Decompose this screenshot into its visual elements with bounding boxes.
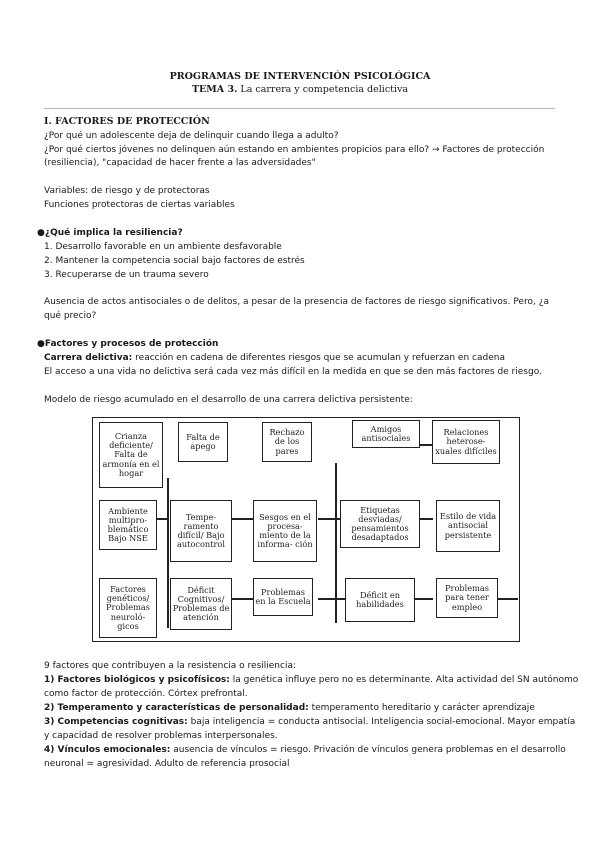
box-estilo-vida: Estilo de vida antisocial persistente xyxy=(436,500,500,552)
box-crianza: Crianza deficiente/ Falta de armonía en el hogar xyxy=(99,422,163,488)
factor-4-text: ausencia de vínculos = riesgo. Privación de vínculos genera problemas en el desarrollo xyxy=(170,745,566,755)
box-problemas-escuela: Problemas en la Escuela xyxy=(253,578,313,616)
factor-1-cont: como factor de protección. Córtex prefrontal. xyxy=(44,689,248,699)
box-rechazo-pares: Rechazo de los pares xyxy=(262,422,312,462)
box-etiquetas: Etiquetas desviadas/ pensamientos desadaptados xyxy=(340,500,420,548)
subtitle-tema: TEMA 3. xyxy=(191,84,238,95)
factor-1-label: 1) Factores biológicos y psicofísicos: xyxy=(44,675,230,685)
ausencia-paragraph: Ausencia de actos antisociales o de delitos, a pesar de la presencia de factores de riesgo significativos. Pero, ¿a xyxy=(44,297,549,307)
carrera-label: Carrera delictiva: xyxy=(44,353,133,363)
resiliencia-item-3: 3. Recuperarse de un trauma severo xyxy=(44,270,209,280)
factor-1-text: la genética influye pero no es determinante. Alta actividad del SN autónomo xyxy=(229,675,579,685)
question-2: ¿Por qué ciertos jóvenes no delinquen aún estando en ambientes propicios para ello? → Factores de protección xyxy=(44,145,545,155)
document-title: PROGRAMAS DE INTERVENCIÓN PSICOLÓGICA xyxy=(169,71,431,82)
factor-2 xyxy=(44,702,535,715)
factor-4-label: 4) Vínculos emocionales: xyxy=(44,745,171,755)
modelo-line: Modelo de riesgo acumulado en el desarrollo de una carrera delictiva persistente: xyxy=(44,395,413,405)
factor-3-cont: y capacidad de resolver problemas interpersonales. xyxy=(44,731,278,741)
factor-2-text: temperamento hereditario y carácter aprendizaje xyxy=(308,703,535,713)
box-problemas-empleo: Problemas para tener empleo xyxy=(436,578,498,618)
connector-line xyxy=(229,518,254,520)
box-falta-apego: Falta de apego xyxy=(178,422,228,462)
box-amigos-antisociales: Amigos antisociales xyxy=(352,420,420,448)
procesos-heading: ●Factores y procesos de protección xyxy=(37,339,219,349)
factor-2-label: 2) Temperamento y características de personalidad: xyxy=(44,703,309,713)
connector-line xyxy=(413,598,433,600)
funciones-line: Funciones protectoras de ciertas variables xyxy=(44,200,235,210)
box-factores-geneticos: Factores genéticos/ Problemas neuroló- gicos xyxy=(99,578,157,638)
connector-line xyxy=(229,598,254,600)
box-sesgos: Sesgos en el procesa- miento de la informa- ción xyxy=(253,500,317,562)
section-heading-factores: I. FACTORES DE PROTECCIÓN xyxy=(44,116,210,127)
carrera-delictiva-line xyxy=(44,352,505,365)
variables-line: Variables: de riesgo y de protectoras xyxy=(44,186,210,196)
bullet-icon: ● xyxy=(37,339,45,349)
factor-4 xyxy=(44,744,566,757)
factor-3-text: baja inteligencia = conducta antisocial. Inteligencia social-emocional. Mayor empatía xyxy=(187,717,576,727)
acceso-line: El acceso a una vida no delictiva será cada vez más difícil en la medida en que se den más factores de riesgo. xyxy=(44,367,542,377)
bullet-icon: ● xyxy=(37,228,45,238)
factors-intro: 9 factores que contribuyen a la resistencia o resiliencia: xyxy=(44,661,296,671)
box-deficit-habilidades: Déficit en habilidades xyxy=(345,578,415,622)
factor-3-label: 3) Competencias cognitivas: xyxy=(44,717,188,727)
document-subtitle xyxy=(0,84,600,96)
factor-4-cont: neuronal = agresividad. Adulto de referencia prosocial xyxy=(44,759,290,769)
box-deficit-cognitivos: Déficit Cognitivos/ Problemas de atención xyxy=(170,578,232,630)
factor-3 xyxy=(44,716,575,729)
resiliencia-item-2: 2. Mantener la competencia social bajo factores de estrés xyxy=(44,256,305,266)
box-relaciones: Relaciones heterose- xuales difíciles xyxy=(432,420,500,464)
subtitle-text: La carrera y competencia delictiva xyxy=(237,84,409,95)
question-2-continuation: (resiliencia), "capacidad de hacer frente a las adversidades" xyxy=(44,158,316,168)
resiliencia-heading: ●¿Qué implica la resiliencia? xyxy=(37,228,183,238)
carrera-text: reacción en cadena de diferentes riesgos que se acumulan y refuerzan en cadena xyxy=(132,353,505,363)
ausencia-paragraph-cont: qué precio? xyxy=(44,311,97,321)
connector-line xyxy=(167,478,169,628)
resiliencia-item-1: 1. Desarrollo favorable en un ambiente desfavorable xyxy=(44,242,282,252)
header-divider xyxy=(44,108,555,109)
box-temperamento: Tempe- ramento difícil/ Bajo autocontrol xyxy=(170,500,232,562)
factor-1 xyxy=(44,674,578,687)
box-ambiente: Ambiente multipro- blemático Bajo NSE xyxy=(99,500,157,550)
question-1: ¿Por qué un adolescente deja de delinquir cuando llega a adulto? xyxy=(44,131,339,141)
